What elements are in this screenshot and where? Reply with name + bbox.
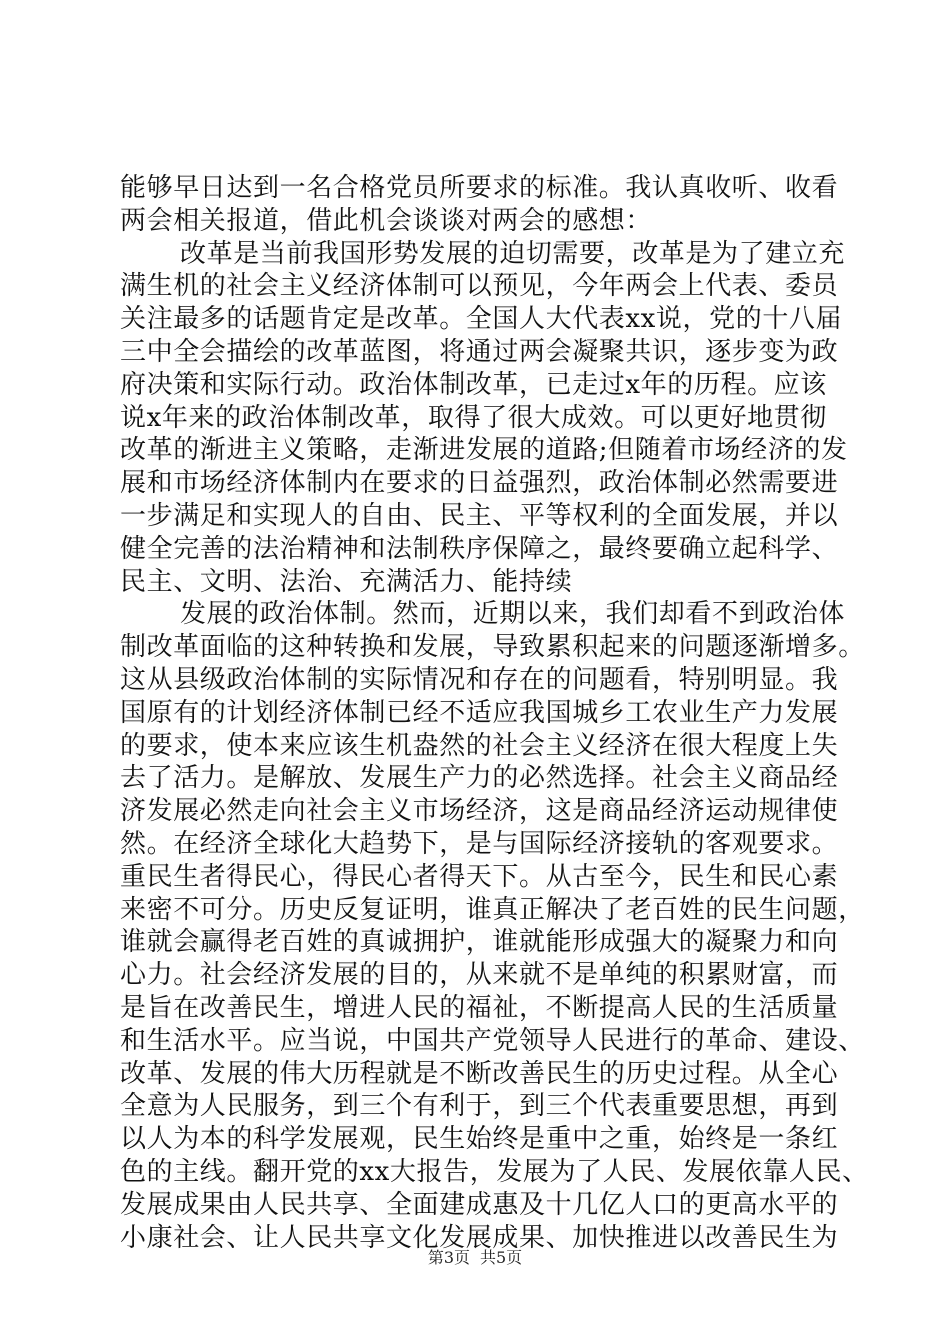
text-line: 色的主线。翻开党的xx大报告，发展为了人民、发展依靠人民、 xyxy=(120,1156,869,1187)
text-line: 谁就会赢得老百姓的真诚拥护，谁就能形成强大的凝聚力和向 xyxy=(120,927,839,958)
text-line: 这从县级政治体制的实际情况和存在的问题看，特别明显。我 xyxy=(120,664,839,695)
page-number: 第3页 xyxy=(427,1248,470,1267)
text-line: 的要求，使本来应该生机盎然的社会主义经济在很大程度上失 xyxy=(120,730,839,761)
text-line: 和生活水平。应当说，中国共产党领导人民进行的革命、建设、 xyxy=(120,1025,865,1056)
text-line: 心力。社会经济发展的目的，从来就不是单纯的积累财富，而 xyxy=(120,960,839,991)
text-line: 以人为本的科学发展观，民生始终是重中之重，始终是一条红 xyxy=(120,1124,839,1155)
text-line: 展和市场经济体制内在要求的日益强烈，政治体制必然需要进 xyxy=(120,468,839,499)
text-line: 改革、发展的伟大历程就是不断改善民生的历史过程。从全心 xyxy=(120,1058,839,1089)
text-line: 关注最多的话题肯定是改革。全国人大代表xx说，党的十八届 xyxy=(120,304,843,335)
document-body xyxy=(120,172,869,1254)
page-footer xyxy=(0,1245,950,1268)
text-line: 小康社会、让人民共享文化发展成果、加快推进以改善民生为 xyxy=(120,1222,839,1253)
text-line: 然。在经济全球化大趋势下，是与国际经济接轨的客观要求。 xyxy=(120,828,839,859)
page-total: 共5页 xyxy=(480,1248,523,1267)
text-line: 全意为人民服务，到三个有利于，到三个代表重要思想，再到 xyxy=(120,1091,839,1122)
text-line: 满生机的社会主义经济体制可以预见，今年两会上代表、委员 xyxy=(120,271,839,302)
text-line: 一步满足和实现人的自由、民主、平等权利的全面发展，并以 xyxy=(120,500,839,531)
text-line: 民主、文明、法治、充满活力、能持续 xyxy=(120,566,573,597)
text-line: 三中全会描绘的改革蓝图，将通过两会凝聚共识，逐步变为政 xyxy=(120,336,839,367)
text-line: 济发展必然走向社会主义市场经济，这是商品经济运动规律使 xyxy=(120,796,839,827)
text-line: 是旨在改善民生，增进人民的福祉，不断提高人民的生活质量 xyxy=(120,992,839,1023)
text-line: 府决策和实际行动。政治体制改革，已走过x年的历程。应该 xyxy=(120,369,827,400)
text-line: 能够早日达到一名合格党员所要求的标准。我认真收听、收看 xyxy=(120,173,839,203)
text-line: 去了活力。是解放、发展生产力的必然选择。社会主义商品经 xyxy=(120,763,839,794)
text-line: 国原有的计划经济体制已经不适应我国城乡工农业生产力发展 xyxy=(120,697,839,728)
text-line: 来密不可分。历史反复证明，谁真正解决了老百姓的民生问题， xyxy=(120,894,865,925)
text-line: 健全完善的法治精神和法制秩序保障之，最终要确立起科学、 xyxy=(120,533,839,564)
text-line: 改革是当前我国形势发展的迫切需要，改革是为了建立充 xyxy=(180,238,846,269)
text-line: 改革的渐进主义策略，走渐进发展的道路;但随着市场经济的发 xyxy=(120,435,848,466)
text-line: 制改革面临的这种转换和发展，导致累积起来的问题逐渐增多。 xyxy=(120,632,865,663)
text-line: 重民生者得民心，得民心者得天下。从古至今，民生和民心素 xyxy=(120,861,839,892)
text-line: 发展的政治体制。然而，近期以来，我们却看不到政治体 xyxy=(180,599,846,630)
text-line: 说x年来的政治体制改革，取得了很大成效。可以更好地贯彻 xyxy=(120,402,827,433)
text-line: 两会相关报道，借此机会谈谈对两会的感想： xyxy=(120,205,653,236)
text-line: 发展成果由人民共享、全面建成惠及十几亿人口的更高水平的 xyxy=(120,1189,839,1220)
